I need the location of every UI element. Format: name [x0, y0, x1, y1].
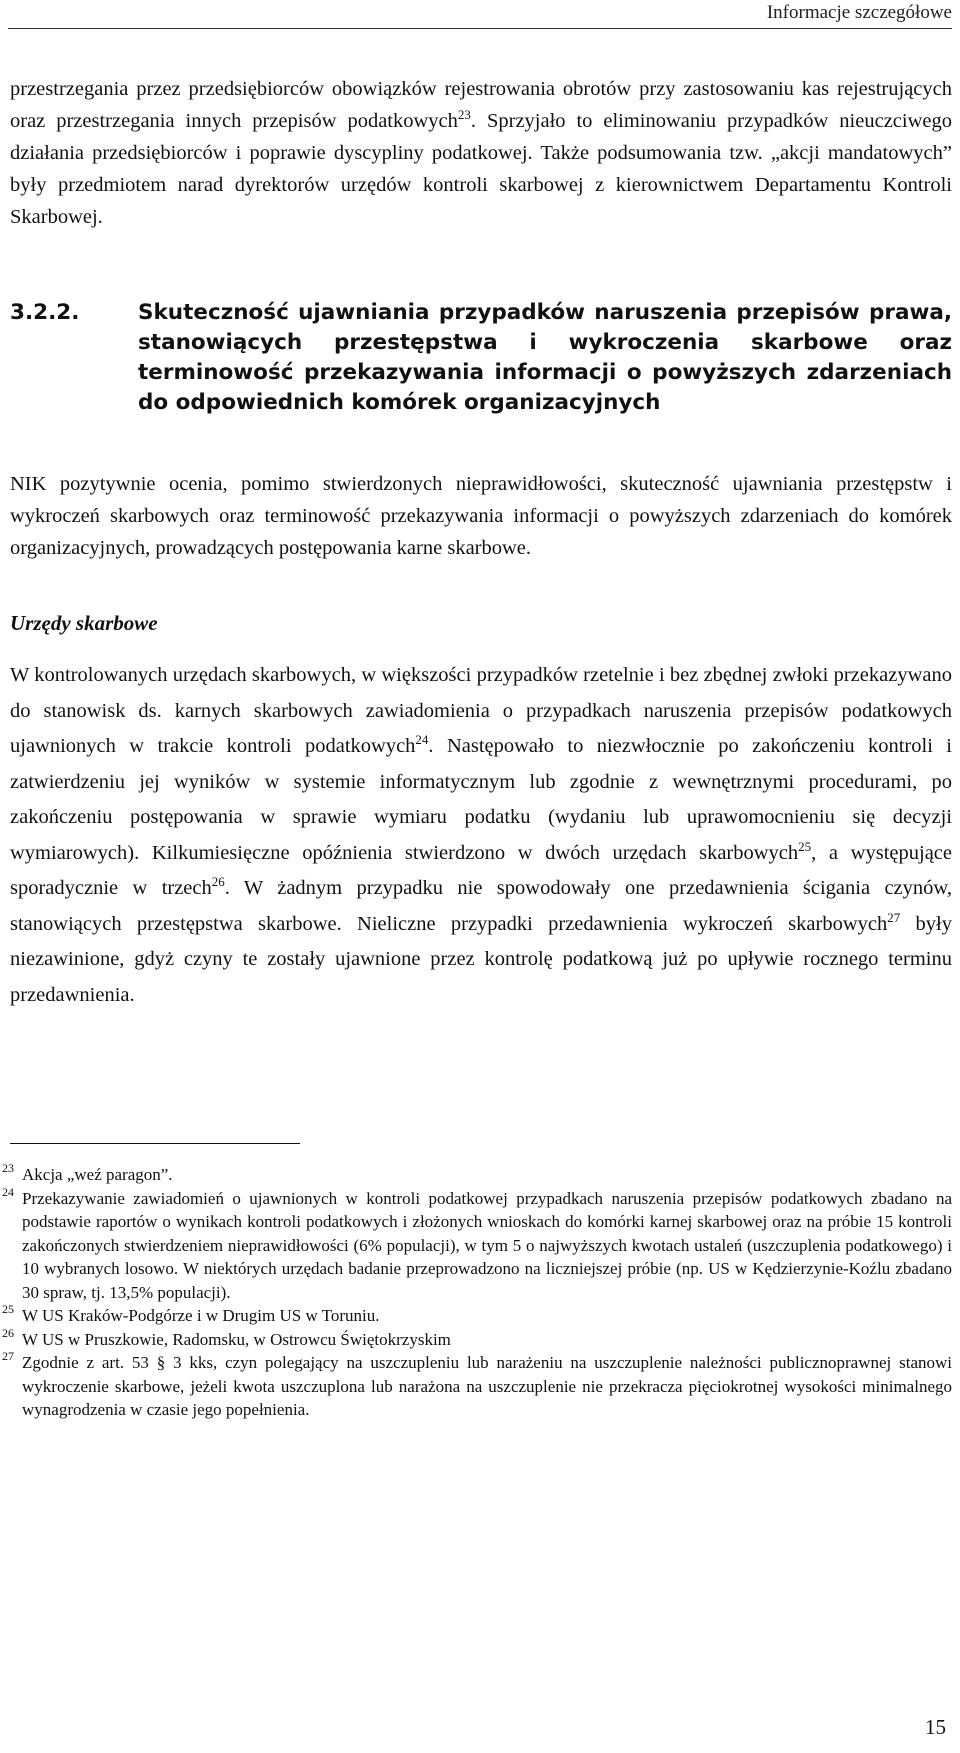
footnote-number: 27 [2, 1349, 14, 1363]
footnote-ref-26[interactable]: 26 [211, 874, 225, 890]
footnote-text: Akcja „weź paragon”. [22, 1165, 173, 1184]
subheading: Urzędy skarbowe [10, 611, 158, 635]
footnote-number: 25 [2, 1302, 14, 1316]
paragraph-3-s5: były niezawinione, gdyż czyny te zostały ujawnione przez kontrolę podatkową już po upływie rocznego terminu przedawnienia. [10, 912, 952, 1006]
section-number: 3.2.2. [10, 300, 80, 325]
footnote-number: 24 [2, 1184, 14, 1199]
footnote-text: W US Kraków-Podgórze i w Drugim US w Toruniu. [22, 1306, 380, 1325]
footnote-26 [0, 1325, 960, 1352]
footnote-text: Zgodnie z art. 53 § 3 kks, czyn polegający na uszczupleniu lub narażeniu na uszczuplenie należności publicznoprawnej stanowi wykroczenie skarbowe, jeżeli kwota uszczuplona lub narażona na uszczuplenie nie przekracza pięciokrotnej wysokości minimalnego wynagrodzenia w czasie jego popełnienia. [22, 1353, 952, 1419]
section-heading [10, 298, 952, 418]
footnote-ref-27[interactable]: 27 [887, 909, 901, 925]
header-rule [8, 28, 952, 29]
footnote-ref-23[interactable]: 23 [457, 107, 471, 123]
paragraph-3-s2: . Następowało to niezwłocznie po zakończeniu kontroli i zatwierdzeniu jej wyników w systemie informatycznym lub zgodnie z wewnętrznymi procedurami, po zakończeniu postępowania w sprawie wymiaru podatku (wydaniu lub uprawomocnieniu się decyzji wymiarowych). Kilkumiesięczne opóźnienia stwierdzono w dwóch urzędach skarbowych [10, 735, 952, 864]
paragraph-1-part-a: przestrzegania przez przedsiębiorców obowiązków rejestrowania obrotów przy zastosowaniu kas rejestrujących oraz przestrzegania innych przepisów podatkowych [10, 78, 952, 132]
paragraph-1 [10, 73, 952, 233]
paragraph-3 [10, 658, 952, 1013]
footnote-number: 23 [2, 1161, 14, 1175]
footnote-text: W US w Pruszkowie, Radomsku, w Ostrowcu Świętokrzyskim [22, 1329, 451, 1349]
footnote-ref-25[interactable]: 25 [798, 838, 812, 854]
running-header: Informacje szczegółowe [766, 2, 952, 23]
footnote-25 [0, 1304, 960, 1328]
paragraph-2: NIK pozytywnie ocenia, pomimo stwierdzonych nieprawidłowości, skuteczność ujawniania przestępstw i wykroczeń skarbowych oraz terminowość przekazywania informacji o powyższych zdarzeniach do komórek organizacyjnych, prowadzących postępowania karne skarbowe. [10, 473, 952, 559]
page-number: 15 [925, 1715, 946, 1739]
paragraph-3-s1: W kontrolowanych urzędach skarbowych, w większości przypadków rzetelnie i bez zbędnej zwłoki przekazywano do stanowisk ds. karnych skarbowych zawiadomienia o przypadkach naruszenia przepisów podatkowych ujawnionych w trakcie kontroli podatkowych [10, 664, 952, 757]
footnote-23 [0, 1163, 960, 1187]
footnote-27 [0, 1351, 960, 1422]
footnotes [0, 1163, 960, 1422]
paragraph-1-part-b: . Sprzyjało to eliminowaniu przypadków nieuczciwego działania przedsiębiorców i poprawie dyscypliny podatkowej. Także podsumowania tzw. „akcji mandatowych” były przedmiotem narad dyrektorów urzędów kontroli skarbowej z kierownictwem Departamentu Kontroli Skarbowej. [10, 110, 952, 228]
section-title: Skuteczność ujawniania przypadków naruszenia przepisów prawa, stanowiących przestępstwa i wykroczenia skarbowe oraz terminowość przekazywania informacji o powyższych zdarzeniach do odpowiednich komórek organizacyjnych [138, 300, 952, 415]
footnote-ref-24[interactable]: 24 [415, 732, 429, 748]
paragraph-3-s3: , a występujące sporadycznie w trzech [10, 841, 952, 899]
footnote-text: Przekazywanie zawiadomień o ujawnionych w kontroli podatkowej przypadkach naruszenia przepisów podatkowych zbadano na podstawie raportów o wynikach kontroli podatkowych i złożonych wnioskach do komórki karnej skarbowej oraz na próbie 15 kontroli zakończonych stwierdzeniem nieprawidłowości (6% populacji), w tym 5 o najwyższych kwotach ustaleń (uszczuplenia podatkowego) i 10 wybranych losowo. W niektórych urzędach badanie przeprowadzono na liczniejszej próbie (np. US w Kędzierzynie-Koźlu zbadano 30 spraw, tj. 13,5% populacji). [22, 1188, 952, 1302]
footnote-24 [0, 1184, 960, 1305]
footnote-number: 26 [2, 1325, 14, 1340]
paragraph-3-s4: . W żadnym przypadku nie spowodowały one przedawnienia ścigania czynów, stanowiących przestępstwa skarbowe. Nieliczne przypadki przedawnienia wykroczeń skarbowych [10, 877, 952, 935]
footnote-separator [10, 1143, 300, 1144]
